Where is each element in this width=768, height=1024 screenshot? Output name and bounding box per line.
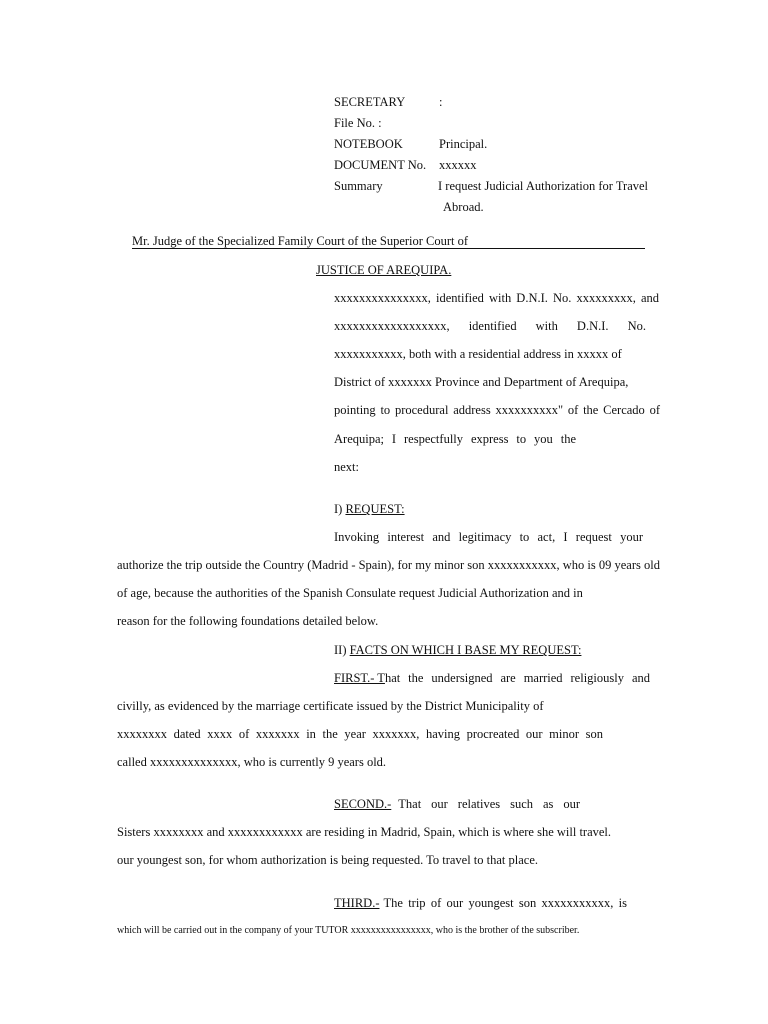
facts-title: FACTS ON WHICH I BASE MY REQUEST: bbox=[349, 643, 582, 657]
court-address-text: Mr. Judge of the Specialized Family Court of the Superior Court of bbox=[132, 234, 469, 248]
intro-line-6: Arequipa; I respectfully express to you the bbox=[334, 432, 576, 446]
first-fact-line-4: called xxxxxxxxxxxxxx, who is currently 9 years old. bbox=[117, 755, 387, 769]
request-line-3: of age, because the authorities of the Spanish Consulate request Judicial Authorization and in bbox=[117, 586, 583, 600]
summary-label: Summary bbox=[334, 179, 383, 193]
request-heading bbox=[334, 501, 405, 517]
secretary-value: : bbox=[439, 95, 443, 109]
second-fact-line-3: our youngest son, for whom authorization is being requested. To travel to that place. bbox=[117, 853, 539, 867]
facts-number: II) bbox=[334, 643, 347, 657]
court-address-line bbox=[132, 234, 645, 249]
first-fact-text: hat the undersigned are married religiously and bbox=[384, 671, 650, 685]
notebook-label: NOTEBOOK bbox=[334, 137, 403, 151]
second-fact-line-1 bbox=[334, 796, 580, 812]
facts-heading bbox=[334, 642, 581, 658]
intro-line-3: xxxxxxxxxxx, both with a residential address in xxxxx of bbox=[334, 347, 622, 361]
summary-value-line-1: I request Judicial Authorization for Travel bbox=[438, 179, 649, 193]
request-number: I) bbox=[334, 502, 343, 516]
intro-line-2: xxxxxxxxxxxxxxxxxx, identified with D.N.I. No. bbox=[334, 319, 646, 333]
intro-line-4: District of xxxxxxx Province and Department of Arequipa, bbox=[334, 375, 629, 389]
request-line-4: reason for the following foundations detailed below. bbox=[117, 614, 379, 628]
first-fact-line-1 bbox=[334, 670, 650, 686]
secretary-label: SECRETARY bbox=[334, 95, 406, 109]
second-fact-label: SECOND.- bbox=[334, 797, 392, 811]
second-fact-text: That our relatives such as our bbox=[398, 797, 580, 811]
request-line-1: Invoking interest and legitimacy to act, I request your bbox=[334, 530, 643, 544]
document-number-label: DOCUMENT No. bbox=[334, 158, 427, 172]
third-fact-line-2: which will be carried out in the company of your TUTOR xxxxxxxxxxxxxxxx, who is the brother of the subscriber. bbox=[117, 925, 580, 936]
request-title: REQUEST: bbox=[345, 502, 405, 516]
second-fact-line-2: Sisters xxxxxxxx and xxxxxxxxxxxx are residing in Madrid, Spain, which is where she will travel. bbox=[117, 825, 612, 839]
request-line-2: authorize the trip outside the Country (Madrid - Spain), for my minor son xxxxxxxxxxx, who is 09 years old bbox=[117, 558, 660, 572]
first-fact-line-2: civilly, as evidenced by the marriage certificate issued by the District Municipality of bbox=[117, 699, 544, 713]
intro-line-7: next: bbox=[334, 460, 359, 474]
notebook-value: Principal. bbox=[439, 137, 488, 151]
first-fact-line-3: xxxxxxxx dated xxxx of xxxxxxx in the year xxxxxxx, having procreated our minor son bbox=[117, 727, 603, 741]
document-number-value: xxxxxx bbox=[439, 158, 477, 172]
first-fact-label: FIRST.- T bbox=[334, 671, 385, 685]
intro-line-5: pointing to procedural address xxxxxxxxxx" of the Cercado of bbox=[334, 403, 660, 417]
file-number-label: File No. : bbox=[334, 116, 382, 130]
court-address-city: JUSTICE OF AREQUIPA. bbox=[316, 263, 452, 277]
third-fact-label: THIRD.- bbox=[334, 896, 380, 910]
third-fact-line-1 bbox=[334, 895, 627, 911]
intro-line-1: xxxxxxxxxxxxxxx, identified with D.N.I. No. xxxxxxxxx, and bbox=[334, 291, 659, 305]
summary-value-line-2: Abroad. bbox=[443, 200, 484, 214]
third-fact-text: The trip of our youngest son xxxxxxxxxxx, is bbox=[383, 896, 627, 910]
